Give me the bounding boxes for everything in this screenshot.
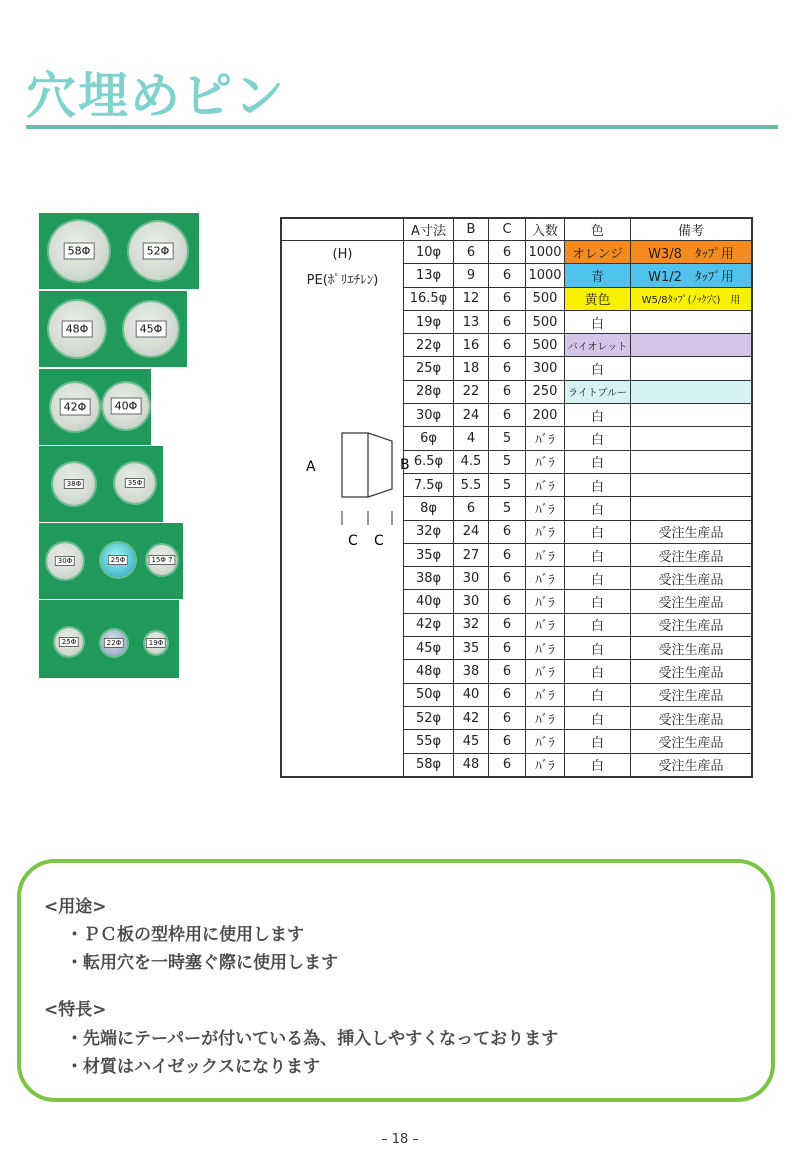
dimension-a-cell: 35φ	[404, 543, 454, 566]
dimension-a-cell: 28φ	[404, 380, 454, 403]
disc-label: 15Φ 7	[148, 555, 175, 565]
quantity-cell: ﾊﾞﾗ	[526, 427, 565, 450]
product-material: PE(ﾎﾟﾘｴﾁﾚﾝ)	[306, 273, 379, 288]
dimension-c-cell: 6	[489, 567, 526, 590]
quantity-cell: 500	[526, 310, 565, 333]
disc-label: 22Φ	[104, 638, 124, 648]
color-cell: 白	[565, 520, 631, 543]
quantity-cell: ﾊﾞﾗ	[526, 473, 565, 496]
dimension-b-cell: 4.5	[454, 450, 489, 473]
dimension-a-cell: 25φ	[404, 357, 454, 380]
disc-label: 45Φ	[136, 321, 167, 338]
note-cell	[631, 334, 753, 357]
dimension-b-cell: 18	[454, 357, 489, 380]
dimension-c-cell: 6	[489, 310, 526, 333]
dimension-c-cell: 6	[489, 357, 526, 380]
quantity-cell: ﾊﾞﾗ	[526, 730, 565, 753]
note-cell: 受注生産品	[631, 567, 753, 590]
note-cell	[631, 404, 753, 427]
product-photos	[39, 213, 201, 678]
dimension-c-cell: 5	[489, 427, 526, 450]
quantity-cell: 1000	[526, 241, 565, 264]
feature-item: ・先端にテーパーが付いている為、挿入しやすくなっております	[66, 1029, 559, 1049]
dimension-b-cell: 12	[454, 287, 489, 310]
photo-6	[39, 600, 179, 678]
header-cell: 色	[565, 218, 631, 241]
features-heading: <特長>	[44, 1000, 107, 1020]
note-cell	[631, 497, 753, 520]
quantity-cell: ﾊﾞﾗ	[526, 450, 565, 473]
dimension-b-cell: 40	[454, 683, 489, 706]
note-cell: 受注生産品	[631, 730, 753, 753]
pin-disc	[115, 463, 155, 503]
dimension-a-cell: 32φ	[404, 520, 454, 543]
dimension-c-cell: 6	[489, 730, 526, 753]
usage-item: ・ＰＣ板の型枠用に使用します	[66, 925, 304, 945]
quantity-cell: ﾊﾞﾗ	[526, 753, 565, 777]
note-cell: W5/8ﾀｯﾌﾟ(ﾉｯｸ穴) 用	[631, 287, 753, 310]
dimension-b-cell: 42	[454, 706, 489, 729]
disc-label: 35Φ	[125, 478, 145, 488]
dimension-c-cell: 6	[489, 264, 526, 287]
dimension-a-cell: 48φ	[404, 660, 454, 683]
pin-disc	[53, 463, 95, 505]
note-cell	[631, 427, 753, 450]
dimension-c-cell: 5	[489, 473, 526, 496]
dimension-c-cell: 6	[489, 660, 526, 683]
dim-label-a: A	[306, 459, 316, 475]
quantity-cell: ﾊﾞﾗ	[526, 683, 565, 706]
page-number: – 18 –	[381, 1132, 419, 1147]
photo-2	[39, 291, 187, 367]
dimension-c-cell: 6	[489, 706, 526, 729]
dimension-a-cell: 58φ	[404, 753, 454, 777]
dimension-b-cell: 24	[454, 520, 489, 543]
product-info-cell	[281, 241, 410, 777]
pin-disc	[147, 545, 177, 575]
table-header-row	[281, 218, 752, 241]
quantity-cell: ﾊﾞﾗ	[526, 567, 565, 590]
dimension-a-cell: 30φ	[404, 404, 454, 427]
dimension-a-cell: 10φ	[404, 241, 454, 264]
header-cell: A寸法	[404, 218, 454, 241]
color-cell: 白	[565, 706, 631, 729]
dimension-b-cell: 6	[454, 497, 489, 520]
dimension-c-cell: 6	[489, 241, 526, 264]
dimension-a-cell: 6.5φ	[404, 450, 454, 473]
color-cell: 白	[565, 637, 631, 660]
title-underline	[26, 125, 778, 129]
color-cell: 白	[565, 567, 631, 590]
color-cell: 白	[565, 404, 631, 427]
pin-disc	[145, 632, 167, 654]
dimension-c-cell: 6	[489, 334, 526, 357]
dimension-b-cell: 30	[454, 590, 489, 613]
dimension-c-cell: 5	[489, 450, 526, 473]
color-cell: 白	[565, 497, 631, 520]
dimension-a-cell: 42φ	[404, 613, 454, 636]
product-code: (H)	[332, 247, 353, 262]
note-cell: W3/8 ﾀｯﾌﾟ用	[631, 241, 753, 264]
pin-disc	[47, 543, 83, 579]
color-cell: 白	[565, 613, 631, 636]
quantity-cell: ﾊﾞﾗ	[526, 660, 565, 683]
dimension-a-cell: 6φ	[404, 427, 454, 450]
dimension-c-cell: 6	[489, 543, 526, 566]
dimension-b-cell: 35	[454, 637, 489, 660]
dimension-b-cell: 45	[454, 730, 489, 753]
disc-label: 38Φ	[64, 479, 84, 489]
note-cell: 受注生産品	[631, 590, 753, 613]
dimension-b-cell: 24	[454, 404, 489, 427]
quantity-cell: ﾊﾞﾗ	[526, 520, 565, 543]
dimension-b-cell: 48	[454, 753, 489, 777]
dimension-b-cell: 27	[454, 543, 489, 566]
dimension-b-cell: 6	[454, 241, 489, 264]
dimension-b-cell: 16	[454, 334, 489, 357]
color-cell: 白	[565, 683, 631, 706]
note-cell	[631, 450, 753, 473]
dimension-a-cell: 8φ	[404, 497, 454, 520]
dimension-b-cell: 30	[454, 567, 489, 590]
spec-table	[280, 217, 753, 778]
quantity-cell: 500	[526, 334, 565, 357]
pin-diagram	[300, 401, 410, 549]
color-cell: 白	[565, 473, 631, 496]
color-cell: バイオレット	[565, 334, 631, 357]
quantity-cell: ﾊﾞﾗ	[526, 637, 565, 660]
header-cell: 入数	[526, 218, 565, 241]
dimension-a-cell: 19φ	[404, 310, 454, 333]
dimension-b-cell: 5.5	[454, 473, 489, 496]
note-cell	[631, 380, 753, 403]
quantity-cell: 300	[526, 357, 565, 380]
note-cell: 受注生産品	[631, 683, 753, 706]
color-cell: 白	[565, 543, 631, 566]
photo-5	[39, 523, 183, 599]
note-cell	[631, 357, 753, 380]
dimension-a-cell: 22φ	[404, 334, 454, 357]
color-cell: 白	[565, 427, 631, 450]
disc-label: 52Φ	[143, 243, 174, 260]
note-cell	[631, 473, 753, 496]
quantity-cell: ﾊﾞﾗ	[526, 497, 565, 520]
dimension-c-cell: 6	[489, 380, 526, 403]
color-cell: 白	[565, 590, 631, 613]
disc-label: 25Φ	[59, 637, 79, 647]
dimension-b-cell: 13	[454, 310, 489, 333]
photo-4	[39, 446, 163, 522]
dimension-a-cell: 38φ	[404, 567, 454, 590]
color-cell: オレンジ	[565, 241, 631, 264]
dimension-c-cell: 6	[489, 590, 526, 613]
quantity-cell: ﾊﾞﾗ	[526, 706, 565, 729]
dimension-a-cell: 7.5φ	[404, 473, 454, 496]
header-cell: C	[489, 218, 526, 241]
dimension-a-cell: 52φ	[404, 706, 454, 729]
dimension-c-cell: 6	[489, 613, 526, 636]
dim-label-c: C	[374, 533, 384, 549]
usage-heading: <用途>	[44, 897, 107, 917]
dimension-a-cell: 13φ	[404, 264, 454, 287]
quantity-cell: ﾊﾞﾗ	[526, 543, 565, 566]
quantity-cell: ﾊﾞﾗ	[526, 613, 565, 636]
header-cell: 備考	[631, 218, 753, 241]
note-cell: 受注生産品	[631, 543, 753, 566]
photo-1	[39, 213, 199, 289]
dimension-b-cell: 9	[454, 264, 489, 287]
page-title: 穴埋めピン	[26, 67, 286, 125]
color-cell: ライトブルー	[565, 380, 631, 403]
pin-disc	[101, 543, 135, 577]
color-cell: 黄色	[565, 287, 631, 310]
pin-disc	[103, 383, 149, 429]
dim-label-b: B	[400, 457, 410, 473]
dimension-a-cell: 45φ	[404, 637, 454, 660]
disc-label: 25Φ	[108, 555, 128, 565]
header-cell	[281, 218, 404, 241]
pin-disc	[101, 630, 127, 656]
photo-3	[39, 369, 151, 445]
color-cell: 青	[565, 264, 631, 287]
dimension-a-cell: 16.5φ	[404, 287, 454, 310]
pin-disc	[129, 222, 187, 280]
quantity-cell: ﾊﾞﾗ	[526, 590, 565, 613]
pin-disc	[55, 628, 83, 656]
dimension-c-cell: 6	[489, 404, 526, 427]
quantity-cell: 1000	[526, 264, 565, 287]
disc-label: 58Φ	[64, 243, 95, 260]
quantity-cell: 250	[526, 380, 565, 403]
note-cell: 受注生産品	[631, 637, 753, 660]
table-row	[281, 241, 752, 264]
color-cell: 白	[565, 450, 631, 473]
disc-label: 19Φ	[146, 638, 166, 648]
dim-label-c: C	[348, 533, 358, 549]
dimension-c-cell: 6	[489, 637, 526, 660]
color-cell: 白	[565, 730, 631, 753]
color-cell: 白	[565, 660, 631, 683]
dimension-a-cell: 40φ	[404, 590, 454, 613]
dimension-c-cell: 5	[489, 497, 526, 520]
disc-label: 48Φ	[62, 321, 93, 338]
dimension-a-cell: 55φ	[404, 730, 454, 753]
quantity-cell: 200	[526, 404, 565, 427]
note-cell: W1/2 ﾀｯﾌﾟ用	[631, 264, 753, 287]
pin-disc	[49, 221, 109, 281]
pin-disc	[49, 301, 105, 357]
color-cell: 白	[565, 753, 631, 777]
disc-label: 42Φ	[60, 399, 91, 416]
dimension-b-cell: 38	[454, 660, 489, 683]
dimension-b-cell: 4	[454, 427, 489, 450]
header-cell: B	[454, 218, 489, 241]
note-cell: 受注生産品	[631, 660, 753, 683]
disc-label: 40Φ	[111, 398, 142, 415]
dimension-c-cell: 6	[489, 683, 526, 706]
dimension-c-cell: 6	[489, 520, 526, 543]
dimension-c-cell: 6	[489, 287, 526, 310]
dimension-b-cell: 32	[454, 613, 489, 636]
color-cell: 白	[565, 357, 631, 380]
note-cell	[631, 310, 753, 333]
note-cell: 受注生産品	[631, 753, 753, 777]
color-cell: 白	[565, 310, 631, 333]
dimension-c-cell: 6	[489, 753, 526, 777]
pin-disc	[51, 383, 99, 431]
disc-label: 30Φ	[55, 556, 75, 566]
dimension-a-cell: 50φ	[404, 683, 454, 706]
note-cell: 受注生産品	[631, 613, 753, 636]
note-cell: 受注生産品	[631, 520, 753, 543]
feature-item: ・材質はハイゼックスになります	[66, 1057, 320, 1077]
dimension-b-cell: 22	[454, 380, 489, 403]
pin-disc	[124, 302, 178, 356]
quantity-cell: 500	[526, 287, 565, 310]
note-cell: 受注生産品	[631, 706, 753, 729]
usage-item: ・転用穴を一時塞ぐ際に使用します	[66, 953, 338, 973]
